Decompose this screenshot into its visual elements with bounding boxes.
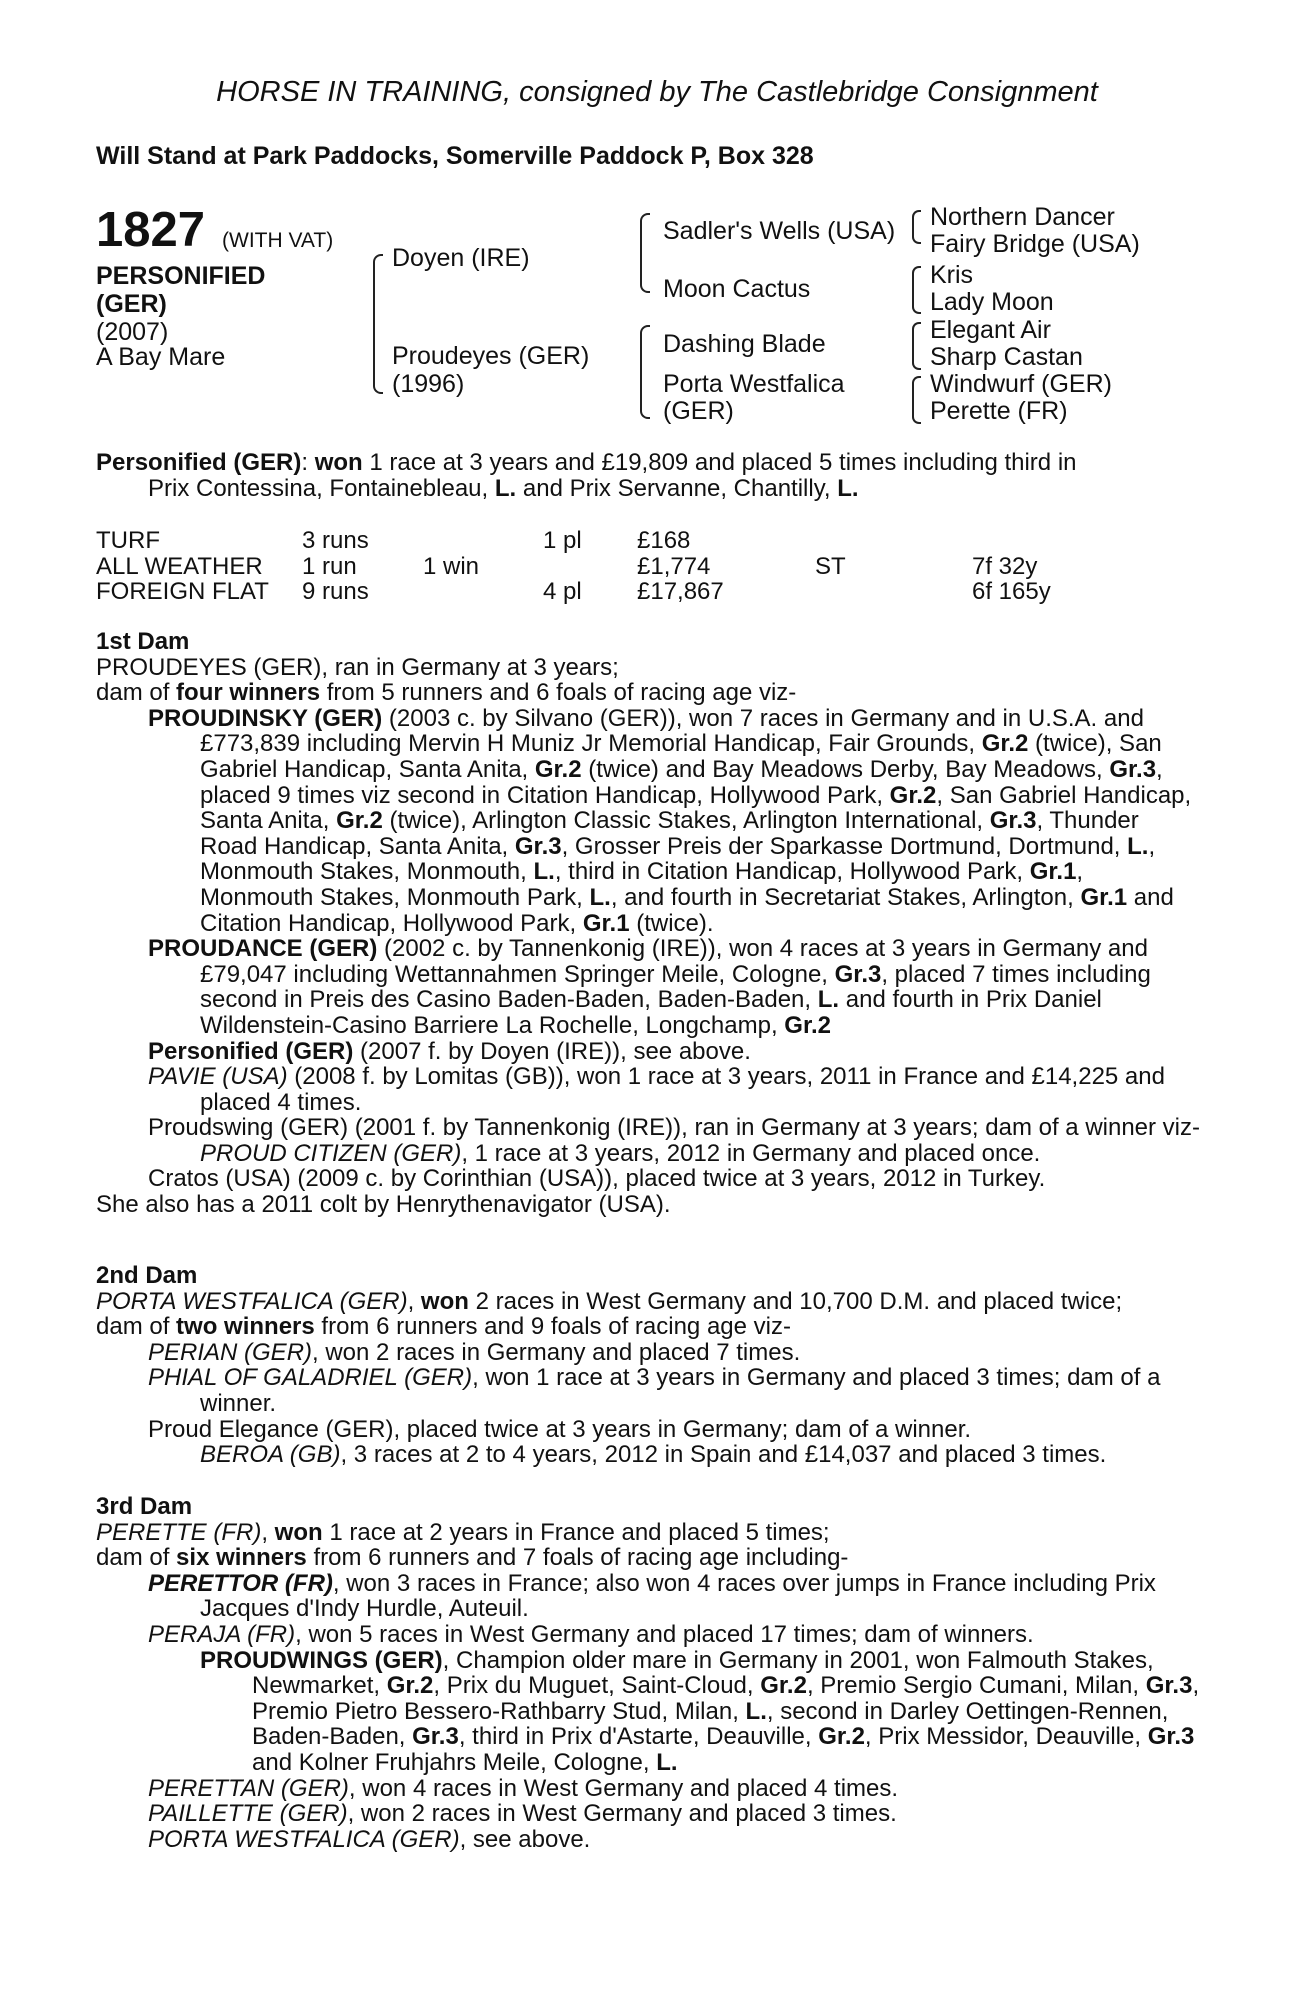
sire-sire: Sadler's Wells (USA): [663, 217, 896, 245]
produce-sub-entry: PROUD CITIZEN (GER), 1 race at 3 years, 2012 in Germany and placed once.: [200, 1139, 1041, 1167]
record-money: £168: [637, 527, 691, 554]
sire-sire-dam: Fairy Bridge (USA): [930, 230, 1140, 258]
dam-dam-dam: Perette (FR): [930, 397, 1068, 425]
record-runs: 9 runs: [302, 578, 369, 605]
first-dam-section: [96, 629, 1200, 1218]
sire-dam-dam: Lady Moon: [930, 288, 1054, 316]
produce-entry: Proud Elegance (GER), placed twice at 3 years in Germany; dam of a winner.: [148, 1415, 972, 1443]
produce-entry: PERIAN (GER), won 2 races in Germany and placed 7 times.: [148, 1338, 801, 1366]
race-summary: Personified (GER): won 1 race at 3 years and £19,809 and placed 5 times including third in Prix Contessina, Fontainebleau, L. and Prix Servanne, Chantilly, L.: [96, 449, 1077, 502]
dam-sire-sire: Elegant Air: [930, 316, 1051, 344]
first-dam-heading: 1st Dam: [96, 628, 190, 655]
pedigree-brace-4: [912, 210, 921, 244]
horse-country: (GER): [96, 290, 167, 318]
third-dam-heading: 3rd Dam: [96, 1493, 193, 1520]
produce-entry: PORTA WESTFALICA (GER), see above.: [148, 1825, 591, 1853]
summary-name: Personified (GER): [96, 449, 302, 476]
produce-entry: PERETTOR (FR), won 3 races in France; also won 4 races over jumps in France including Prix Jacques d'Indy Hurdle, Auteuil.: [148, 1569, 1156, 1623]
dam-dam: Porta Westfalica: [663, 370, 845, 398]
second-dam-produce-summary: dam of two winners from 6 runners and 9 foals of racing age viz-: [96, 1313, 791, 1341]
record-type: FOREIGN FLAT: [96, 578, 269, 605]
horse-year: (2007): [96, 318, 169, 346]
record-runs: 1 run: [302, 553, 357, 580]
pedigree-brace-5: [912, 266, 921, 314]
produce-entry: PAILLETTE (GER), won 2 races in West Germany and placed 3 times.: [148, 1800, 897, 1828]
pedigree-brace-3: [640, 325, 650, 419]
third-dam-produce-summary: dam of six winners from 6 runners and 7 foals of racing age including-: [96, 1544, 849, 1572]
vat-label: (WITH VAT): [222, 229, 334, 252]
produce-entry: PAVIE (USA) (2008 f. by Lomitas (GB)), won 1 race at 3 years, 2011 in France and £14,225 and placed 4 times.: [148, 1063, 1165, 1116]
produce-entry: Cratos (USA) (2009 c. by Corinthian (USA)), placed twice at 3 years, 2012 in Turkey.: [148, 1165, 1046, 1193]
first-dam-produce-summary: dam of four winners from 5 runners and 6 foals of racing age viz-: [96, 679, 797, 707]
page-header: HORSE IN TRAINING, consigned by The Castlebridge Consignment: [216, 76, 1098, 108]
record-placed: 1 pl: [543, 527, 582, 554]
produce-entry: PERAJA (FR), won 5 races in West Germany and placed 17 times; dam of winners.: [148, 1620, 1034, 1648]
record-money: £17,867: [637, 578, 724, 605]
produce-entry: PHIAL OF GALADRIEL (GER), won 1 race at 3 years in Germany and placed 3 times; dam of a winner.: [148, 1364, 1161, 1417]
record-distance: 7f 32y: [972, 553, 1038, 580]
dam-sire: Dashing Blade: [663, 330, 826, 358]
dam-sire-dam: Sharp Castan: [930, 343, 1083, 371]
produce-sub-entry: BEROA (GB), 3 races at 2 to 4 years, 2012 in Spain and £14,037 and placed 3 times.: [200, 1441, 1107, 1469]
record-distance: 6f 165y: [972, 578, 1051, 605]
sire-dam-sire: Kris: [930, 261, 974, 289]
pedigree-brace-7: [912, 376, 921, 424]
record-st: ST: [815, 553, 846, 580]
dam-dam-sire: Windwurf (GER): [930, 370, 1112, 398]
lot-number: 1827: [96, 203, 206, 257]
produce-entry: Proudswing (GER) (2001 f. by Tannenkonig (IRE)), ran in Germany at 3 years; dam of a winner viz-: [148, 1114, 1201, 1142]
produce-note: She also has a 2011 colt by Henrythenavigator (USA).: [96, 1191, 671, 1219]
sire-dam: Moon Cactus: [663, 275, 811, 303]
produce-entry: PROUDANCE (GER) (2002 c. by Tannenkonig (IRE)), won 4 races at 3 years in Germany and £79,047 including Wettannahmen Springer Meile, Cologne, Gr.3, placed 7 times including second in Preis des Casino Baden-Baden, Baden-Baden, L. and fourth in Prix Daniel Wildenstein-Casino Barriere La Rochelle, Longchamp, Gr.2: [148, 935, 1151, 1039]
horse-name: PERSONIFIED: [96, 262, 266, 290]
record-type: TURF: [96, 527, 160, 554]
pedigree-brace-6: [912, 322, 921, 370]
record-runs: 3 runs: [302, 527, 369, 554]
produce-entry: Personified (GER) (2007 f. by Doyen (IRE)), see above.: [148, 1037, 751, 1065]
third-dam-section: [96, 1494, 1200, 1852]
record-money: £1,774: [637, 553, 711, 580]
sire: Doyen (IRE): [392, 244, 530, 272]
record-placed: 4 pl: [543, 578, 582, 605]
record-type: ALL WEATHER: [96, 553, 263, 580]
first-dam-line: PROUDEYES (GER), ran in Germany at 3 years;: [96, 653, 619, 681]
third-dam-line: PERETTE (FR), won 1 race at 2 years in France and placed 5 times;: [96, 1518, 830, 1546]
stand-location: Will Stand at Park Paddocks, Somerville Paddock P, Box 328: [96, 142, 814, 170]
produce-entry: PROUDINSKY (GER) (2003 c. by Silvano (GER)), won 7 races in Germany and in U.S.A. and £773,839 including Mervin H Muniz Jr Memorial Handicap, Fair Grounds, Gr.2 (twice), San Gabriel Handicap, Santa Anita, Gr.2 (twice) and Bay Meadows Derby, Bay Meadows, Gr.3, placed 9 times viz second in Citation Handicap, Hollywood Park, Gr.2, San Gabriel Handicap, Santa Anita, Gr.2 (twice), Arlington Classic Stakes, Arlington International, Gr.3, Thunder Road Handicap, Santa Anita, Gr.3, Grosser Preis der Sparkasse Dortmund, Dortmund, L., Monmouth Stakes, Monmouth, L., third in Citation Handicap, Hollywood Park, Gr.1, Monmouth Stakes, Monmouth Park, L., and fourth in Secretariat Stakes, Arlington, Gr.1 and Citation Handicap, Hollywood Park, Gr.1 (twice).: [148, 704, 1192, 937]
produce-entry: PERETTAN (GER), won 4 races in West Germany and placed 4 times.: [148, 1774, 899, 1802]
sire-sire-sire: Northern Dancer: [930, 203, 1115, 231]
record-wins: 1 win: [423, 553, 480, 580]
dam-dam-country: (GER): [663, 397, 734, 425]
pedigree-brace-2: [640, 213, 650, 293]
pedigree-brace-1: [373, 254, 383, 394]
second-dam-heading: 2nd Dam: [96, 1262, 198, 1289]
second-dam-line: PORTA WESTFALICA (GER), won 2 races in West Germany and 10,700 D.M. and placed twice;: [96, 1287, 1123, 1315]
second-dam-section: [96, 1263, 1200, 1468]
dam-year: (1996): [392, 370, 465, 398]
horse-description: A Bay Mare: [96, 343, 226, 371]
dam: Proudeyes (GER): [392, 342, 590, 370]
produce-sub-entry: PROUDWINGS (GER), Champion older mare in Germany in 2001, won Falmouth Stakes, Newmarket, Gr.2, Prix du Muguet, Saint-Cloud, Gr.2, Premio Sergio Cumani, Milan, Gr.3, Premio Pietro Bessero-Rathbarry Stud, Milan, L., second in Darley Oettingen-Rennen, Baden-Baden, Gr.3, third in Prix d'Astarte, Deauville, Gr.2, Prix Messidor, Deauville, Gr.3 and Kolner Fruhjahrs Meile, Cologne, L.: [200, 1646, 1200, 1776]
